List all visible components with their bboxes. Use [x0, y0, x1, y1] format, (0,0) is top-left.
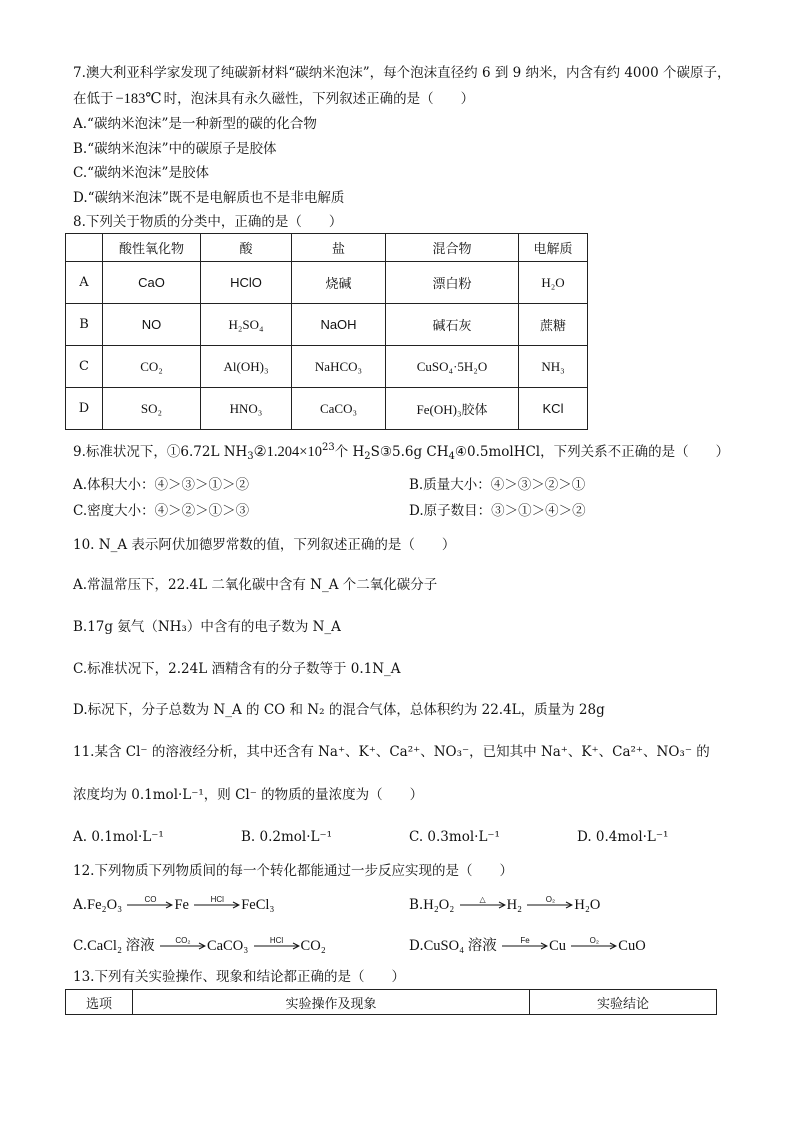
arrow-condition: Fe [520, 936, 530, 945]
table-header-cell: 混合物 [386, 234, 519, 262]
q11-option-c: C. 0.3mol·L⁻¹ [409, 829, 500, 845]
species: CuO [618, 938, 646, 954]
table-header-cell: 电解质 [519, 234, 588, 262]
cell-electrolyte: KCl [519, 388, 588, 430]
species: Fe₂O₃ [87, 897, 123, 913]
species: Fe [174, 897, 189, 913]
row-label: A [66, 262, 103, 304]
q9-option-a: A.体积大小：④＞③＞①＞② [73, 477, 250, 493]
q7-option-a: A.“碳纳米泡沫”是一种新型的碳的化合物 [73, 116, 317, 132]
species: FeCl₃ [241, 897, 275, 913]
table-header-cell: 选项 [66, 990, 133, 1015]
table-header-cell: 盐 [292, 234, 386, 262]
q7-stem-line2 [73, 90, 474, 108]
q9-stem: 9.标准状况下，①6.72L $NH_3②1.204\times 10^{23}$个 $H_2S③5.6g$ $CH_4④0.5molHCl$，下列关系不正确的是（ ） [73, 442, 730, 462]
q11-option-b: B. 0.2mol·L⁻¹ [241, 829, 333, 845]
q7-stem-text: 在低于 [73, 91, 114, 107]
q9-text-1: 9.标准状况下，①6.72L NH [73, 444, 248, 460]
option-label: D. [409, 938, 424, 954]
cell-salt: NaHCO₃ [292, 346, 386, 388]
q12-option-a [73, 895, 275, 914]
q11-stem-line2: 浓度均为 0.1mol·L⁻¹，则 Cl⁻ 的物质的量浓度为（ ） [73, 787, 424, 803]
q9-text-3: 个 H [334, 444, 365, 460]
q9-option-c: C.密度大小：④＞②＞①＞③ [73, 503, 250, 519]
arrow-condition: O₂ [545, 895, 556, 904]
species: CaCO₃ [206, 938, 249, 954]
reaction-arrow-icon [127, 895, 173, 911]
cell-acidic-oxide: CaO [103, 262, 201, 304]
row-label: B [66, 304, 103, 346]
reaction-arrow-icon [194, 895, 240, 911]
cell-acidic-oxide: SO₂ [103, 388, 201, 430]
cell-acid: Al(OH)₃ [201, 346, 292, 388]
cell-electrolyte: NH₃ [519, 346, 588, 388]
cell-salt: CaCO₃ [292, 388, 386, 430]
cell-acid: H₂SO₄ [201, 304, 292, 346]
q10-option-d: D.标况下，分子总数为 N_A 的 CO 和 N₂ 的混合气体，总体积约为 22.4L，质量为 28g [73, 702, 605, 718]
reaction-arrow-icon [527, 895, 573, 911]
q8-classification-table [65, 233, 588, 430]
reaction-arrow-icon [254, 936, 300, 952]
reaction-arrow-icon [571, 936, 617, 952]
table-header-cell: 实验操作及现象 [133, 990, 530, 1015]
species: H₂O [574, 897, 601, 913]
q12-option-b [409, 895, 600, 914]
option-label: C. [73, 938, 88, 954]
q7-option-d: D.“碳纳米泡沫”既不是电解质也不是非电解质 [73, 190, 345, 206]
cell-mixture: CuSO₄·5H₂O [386, 346, 519, 388]
reaction-arrow-icon [160, 936, 206, 952]
q10-option-b: B.17g 氨气（NH₃）中含有的电子数为 N_A [73, 619, 341, 635]
q11-option-a: A. 0.1mol·L⁻¹ [73, 829, 164, 845]
arrow-condition: HCl [210, 895, 224, 904]
cell-acidic-oxide: CO₂ [103, 346, 201, 388]
species: H₂ [506, 897, 523, 913]
q10-option-c: C.标准状况下，2.24L 酒精含有的分子数等于 0.1N_A [73, 661, 401, 677]
q7-stem-text2: 时，泡沫具有永久磁性，下列叙述正确的是（ ） [163, 91, 475, 107]
cell-mixture: Fe(OH)₃胶体 [386, 388, 519, 430]
q13-experiment-table [65, 989, 717, 1015]
reaction-arrow-icon [502, 936, 548, 952]
table-header-row [66, 990, 717, 1015]
q9-text-5: ④0.5molHCl，下列关系不正确的是（ ） [454, 444, 730, 460]
table-row [66, 346, 588, 388]
arrow-condition: △ [479, 895, 486, 904]
table-header-cell: 实验结论 [530, 990, 717, 1015]
table-header-cell: 酸 [201, 234, 292, 262]
cell-acid: HNO₃ [201, 388, 292, 430]
q12-option-c [73, 936, 326, 955]
cell-salt: NaOH [292, 304, 386, 346]
cell-salt: 烧碱 [292, 262, 386, 304]
option-label: A. [73, 897, 88, 913]
q8-stem: 8.下列关于物质的分类中，正确的是（ ） [73, 214, 343, 230]
table-row [66, 262, 588, 304]
q9-exponent: 23 [321, 442, 335, 453]
option-label: B. [409, 897, 424, 913]
q13-stem: 13.下列有关实验操作、现象和结论都正确的是（ ） [73, 969, 405, 985]
arrow-condition: CO₂ [175, 936, 191, 945]
species: CuSO₄ 溶液 [423, 938, 497, 954]
arrow-condition: O₂ [589, 936, 599, 945]
table-header-row [66, 234, 588, 262]
cell-mixture: 碱石灰 [386, 304, 519, 346]
q10-stem: 10. N_A 表示阿伏加德罗常数的值，下列叙述正确的是（ ） [73, 537, 456, 553]
arrow-condition: HCl [269, 936, 284, 945]
reaction-arrow-icon [460, 895, 506, 911]
species: CO₂ [300, 938, 326, 954]
species: H₂O₂ [423, 897, 455, 913]
species: CaCl₂ 溶液 [87, 938, 155, 954]
q10-option-a: A.常温常压下，22.4L 二氧化碳中含有 N_A 个二氧化碳分子 [73, 577, 438, 593]
q12-stem: 12.下列物质下列物质间的每一个转化都能通过一步反应实现的是（ ） [73, 863, 513, 879]
cell-electrolyte: H₂O [519, 262, 588, 304]
arrow-condition: CO [144, 895, 157, 904]
row-label: D [66, 388, 103, 430]
table-header-cell [66, 234, 103, 262]
q11-stem-line1: 11.某含 Cl⁻ 的溶液经分析，其中还含有 Na⁺、K⁺、Ca²⁺、NO₃⁻，已知其中 Na⁺、K⁺、Ca²⁺、NO₃⁻ 的 [73, 744, 710, 760]
q12-option-d [409, 936, 646, 955]
q7-stem-line1: 7.澳大利亚科学家发现了纯碳新材料“碳纳米泡沫”，每个泡沫直径约 6 到 9 纳米，内含有约 4000 个碳原子， [73, 65, 731, 81]
cell-acid: HClO [201, 262, 292, 304]
q7-temperature: −183℃ [115, 91, 162, 107]
row-label: C [66, 346, 103, 388]
q11-option-d: D. 0.4mol·L⁻¹ [577, 829, 669, 845]
table-row [66, 304, 588, 346]
q9-text-2: ②1.204×10 [253, 444, 322, 460]
cell-acidic-oxide: NO [103, 304, 201, 346]
cell-electrolyte: 蔗糖 [519, 304, 588, 346]
q7-option-c: C.“碳纳米泡沫”是胶体 [73, 165, 209, 181]
q9-text-4: S③5.6g CH [370, 444, 449, 460]
q7-option-b: B.“碳纳米泡沫”中的碳原子是胶体 [73, 141, 277, 157]
table-row [66, 388, 588, 430]
q9-option-d: D.原子数目：③＞①＞④＞② [409, 503, 586, 519]
species: Cu [549, 938, 566, 954]
q9-option-b: B.质量大小：④＞③＞②＞① [409, 477, 586, 493]
cell-mixture: 漂白粉 [386, 262, 519, 304]
table-header-cell: 酸性氧化物 [103, 234, 201, 262]
